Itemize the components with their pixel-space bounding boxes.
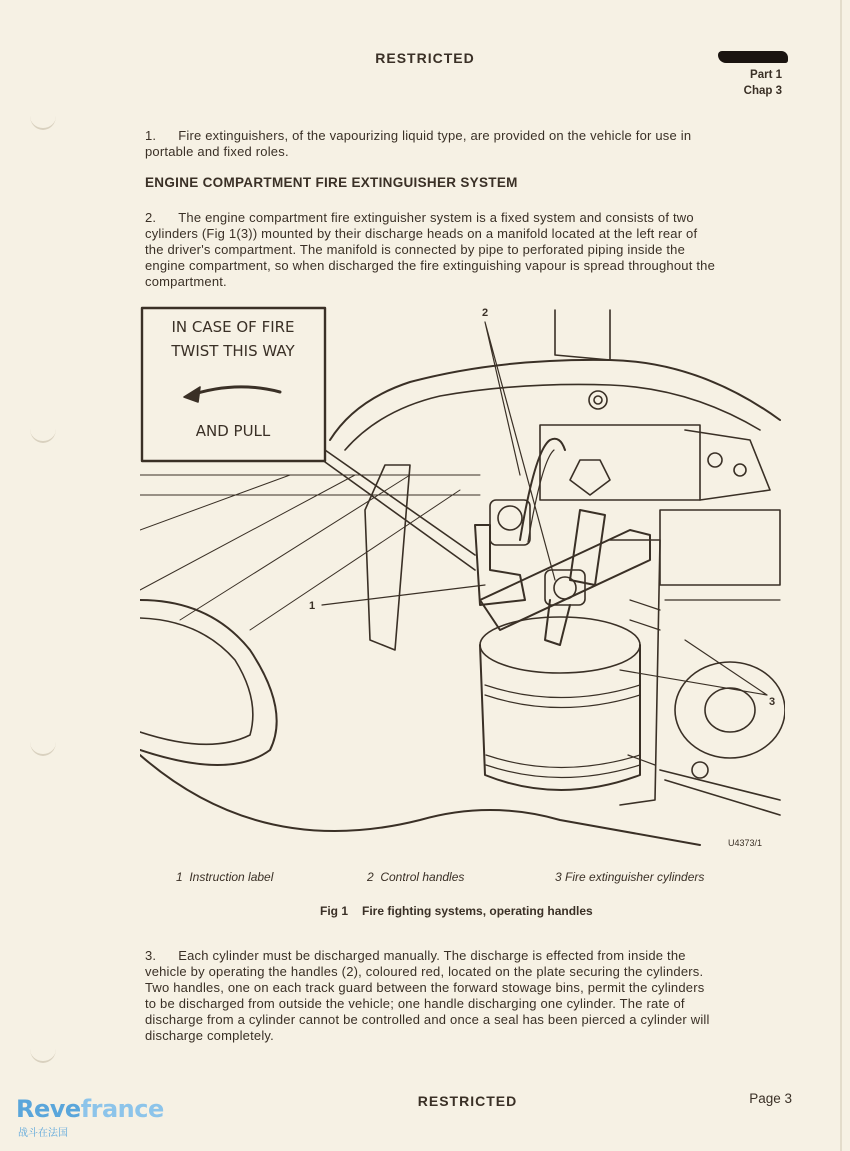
figure-caption	[320, 904, 593, 918]
callout-3: 3	[768, 696, 776, 708]
hatch-rim	[140, 600, 277, 765]
paragraph-line: vehicle by operating the handles (2), coloured red, located on the plate securing the cylinders.	[145, 964, 704, 979]
callout-1: 1	[308, 600, 316, 612]
paragraph-line: Two handles, one on each track guard between the forward stowage bins, permit the cylinders	[145, 980, 705, 995]
paragraph-2	[145, 210, 785, 290]
figure-caption-label: Fig 1	[320, 904, 349, 918]
shaft-line	[660, 770, 780, 815]
punch-hole	[30, 102, 56, 130]
page-edge	[840, 0, 842, 1151]
paragraph-line: the driver's compartment. The manifold is connected by pipe to perforated piping inside the	[145, 242, 686, 257]
watermark-logo	[16, 1095, 164, 1139]
paragraph-line: to be discharged from outside the vehicle; one handle discharging one cylinder. The rate of	[145, 996, 685, 1011]
paragraph-number: 1.	[145, 128, 157, 143]
part-label: Part 1	[750, 69, 782, 81]
paragraph-line: portable and fixed roles.	[145, 144, 289, 159]
bracket-right	[685, 430, 770, 500]
control-handle	[570, 510, 605, 585]
paragraph-line: discharge completely.	[145, 1028, 274, 1043]
punch-hole	[30, 1035, 56, 1063]
legend-item: 2 Control handles	[367, 870, 465, 884]
label-line-2: TWIST THIS WAY	[171, 342, 295, 360]
legend-item: 3 Fire extinguisher cylinders	[555, 870, 705, 884]
chap-label: Chap 3	[743, 85, 782, 97]
compartment-rim	[330, 360, 780, 440]
figure-caption-text: Fire fighting systems, operating handles	[362, 904, 593, 918]
equipment-box	[660, 510, 780, 585]
bolt-icon	[708, 453, 722, 467]
watermark-brand: Revefrance	[16, 1095, 164, 1123]
twist-arrow-icon	[188, 387, 280, 396]
watermark-subtitle: 战斗在法国	[18, 1128, 68, 1139]
paragraph-number: 3.	[145, 948, 157, 963]
cylinder-band	[628, 600, 660, 765]
paragraph-line: compartment.	[145, 274, 227, 289]
compartment-inner-rim	[345, 384, 760, 450]
paragraph-line: 3. Each cylinder must be discharged manually. The discharge is effected from inside the	[145, 948, 686, 963]
paragraph-line: cylinders (Fig 1(3)) mounted by their discharge heads on a manifold located at the left rear of	[145, 226, 698, 241]
bolt-icon	[594, 396, 602, 404]
callout-leader-3	[620, 640, 767, 695]
part-chap	[744, 67, 782, 99]
paragraph-number: 2.	[145, 210, 157, 225]
punch-hole	[30, 415, 56, 443]
page-number: Page 3	[749, 1091, 792, 1106]
header-classification: RESTRICTED	[375, 50, 475, 66]
paragraph-1	[145, 128, 785, 160]
arrowhead-icon	[184, 387, 200, 402]
redaction-mark	[718, 51, 788, 63]
dial-icon	[498, 506, 522, 530]
label-leader	[325, 450, 475, 570]
floor-sweep	[140, 755, 700, 845]
floor-line	[140, 475, 480, 495]
paragraph-line: discharge from a cylinder cannot be controlled and once a seal has been pierced a cylinder will	[145, 1012, 710, 1027]
label-line-1: IN CASE OF FIRE	[171, 318, 295, 336]
section-heading: ENGINE COMPARTMENT FIRE EXTINGUISHER SYSTEM	[145, 175, 518, 190]
drawing-reference: U4373/1	[728, 838, 763, 848]
paragraph-3	[145, 948, 785, 1044]
fire-extinguisher-cylinder	[480, 645, 640, 790]
nut-icon	[570, 460, 610, 495]
punch-hole	[30, 728, 56, 756]
cylinder-band	[485, 685, 640, 778]
paragraph-line: engine compartment, so when discharged the fire extinguishing vapour is spread throughout the	[145, 258, 715, 273]
paragraph-line: 1. Fire extinguishers, of the vapourizing liquid type, are provided on the vehicle for use in	[145, 128, 692, 143]
bolt-icon	[589, 391, 607, 409]
upper-panel	[555, 310, 610, 360]
wheel-hub-inner	[705, 688, 755, 732]
callout-2: 2	[481, 307, 489, 319]
wheel-hub	[675, 662, 785, 758]
pipe	[520, 439, 565, 540]
legend-item: 1 Instruction label	[176, 870, 274, 884]
side-panel	[365, 465, 410, 650]
callout-leader-1	[322, 585, 485, 605]
figure-illustration	[140, 300, 785, 855]
bolt-icon	[692, 762, 708, 778]
label-line-3: AND PULL	[195, 422, 271, 440]
instruction-bracket	[475, 525, 525, 605]
paragraph-line: 2. The engine compartment fire extinguisher system is a fixed system and consists of two	[145, 210, 694, 225]
footer-classification: RESTRICTED	[417, 1093, 518, 1109]
hatch-inner-rim	[140, 618, 253, 744]
mounting-block	[540, 425, 700, 500]
bolt-icon	[734, 464, 746, 476]
